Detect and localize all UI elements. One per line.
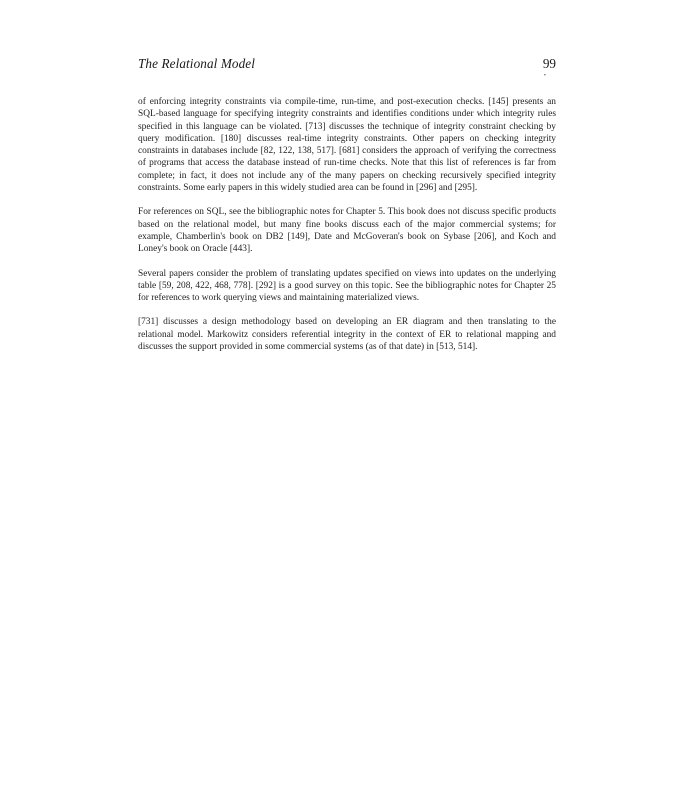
running-title: The Relational Model [138,56,256,71]
scan-mark: • [543,73,546,79]
body-text [138,96,556,365]
running-header [138,56,556,79]
page-number: 99 [542,56,556,71]
paragraph-er-design: [731] discusses a design methodology based on developing an ER diagram and then translating to the relational model. Markowitz considers referential integrity in the context of ER to relational mapping and discusses the support provided in some commercial systems (as of that date) in [513, 514]. [138,317,556,353]
paragraph-sql-references: For references on SQL, see the bibliographic notes for Chapter 5. This book does not discuss specific products based on the relational model, but many fine books discuss each of the major commercial systems; for example, Chamberlin's book on DB2 [149], Date and McGoveran's book on Sybase [206], and Koch and Loney's book on Oracle [443]. [138,207,556,255]
paragraph-view-updates: Several papers consider the problem of translating updates specified on views into updates on the underlying table [59, 208, 422, 468, 778]. [292] is a good survey on this topic. See the bibliographic notes for Chapter 25 for references to work querying views and maintaining materialized views. [138,268,556,304]
paragraph-integrity-constraints: of enforcing integrity constraints via compile-time, run-time, and post-execution checks. [145] presents an SQL-based language for specifying integrity constraints and identifies conditions under which integrity rules specified in this language can be violated. [713] discusses the technique of integrity constraint checking by query modification. [180] discusses real-time integrity constraints. Other papers on checking integrity constraints in databases include [82, 122, 138, 517]. [681] considers the approach of verifying the correctness of programs that access the database instead of run-time checks. Note that this list of references is far from complete; in fact, it does not include any of the many papers on checking recursively specified integrity constraints. Some early papers in this widely studied area can be found in [296] and [295]. [138,97,556,194]
